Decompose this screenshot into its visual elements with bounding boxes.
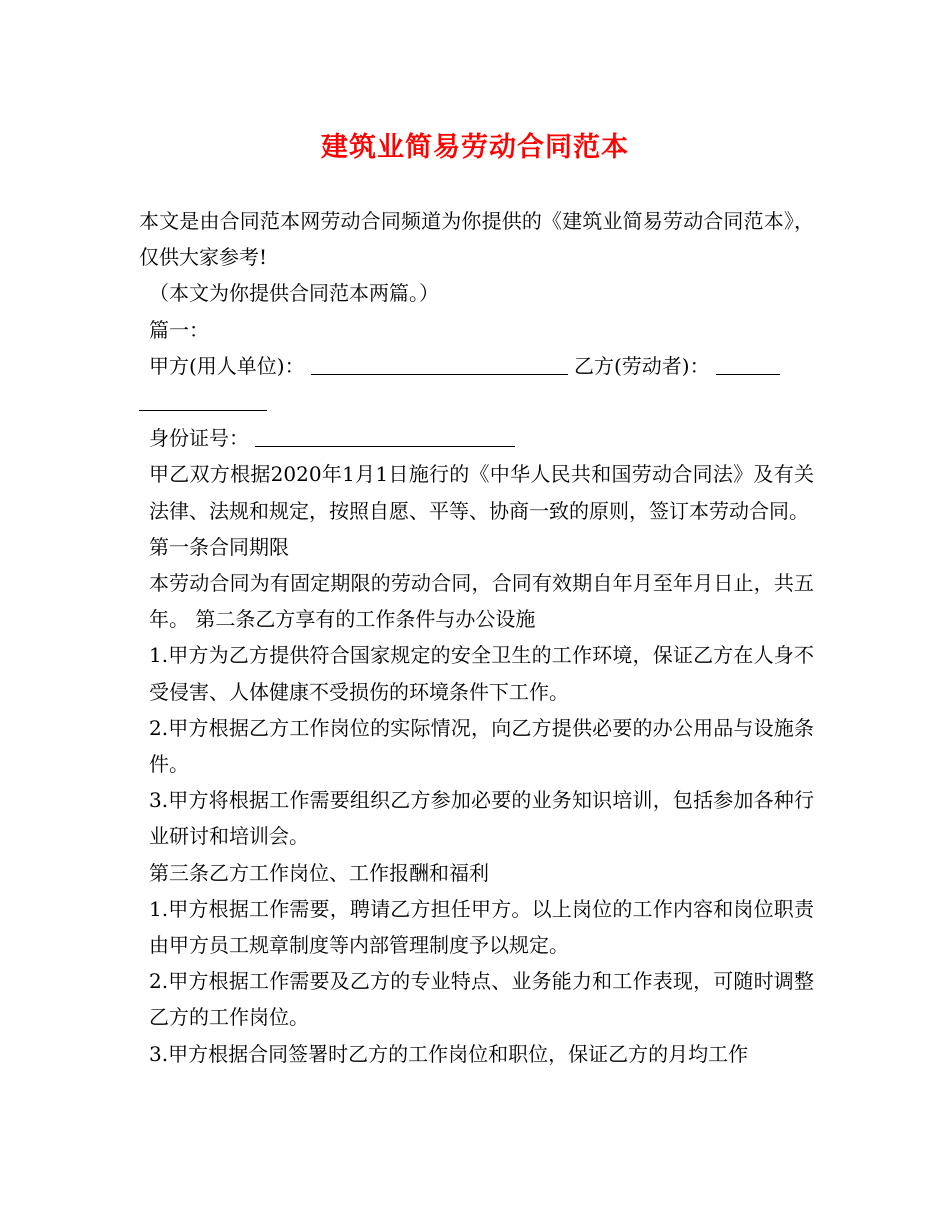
article-3-item-1: 1.甲方根据工作需要，聘请乙方担任甲方。以上岗位的工作内容和岗位职责由甲方员工规章制度等内部管理制度予以规定。 xyxy=(149,896,814,958)
article-2-item-2: 2.甲方根据乙方工作岗位的实际情况，向乙方提供必要的办公用品与设施条件。 xyxy=(149,715,814,777)
party-b-blank-cont xyxy=(139,388,267,411)
id-label: 身份证号： xyxy=(149,426,249,451)
note-paragraph: （本文为你提供合同范本两篇。） xyxy=(149,281,439,306)
article-3-heading: 第三条乙方工作岗位、工作报酬和福利 xyxy=(149,860,489,885)
article-2-item-1: 1.甲方为乙方提供符合国家规定的安全卫生的工作环境，保证乙方在人身不受侵害、人体健康不受损伤的环境条件下工作。 xyxy=(149,643,814,704)
article-3-item-3: 3.甲方根据合同签署时乙方的工作岗位和职位，保证乙方的月均工作 xyxy=(149,1041,749,1066)
intro-paragraph: 本文是由合同范本网劳动合同频道为你提供的《建筑业简易劳动合同范本》，仅供大家参考! xyxy=(139,209,814,270)
paragraph-preamble: 甲乙双方根据2020年1月1日施行的《中华人民共和国劳动合同法》及有关法律、法规和规定，按照自愿、平等、协商一致的原则，签订本劳动合同。 xyxy=(149,462,814,523)
document-title: 建筑业简易劳动合同范本 xyxy=(321,132,629,163)
article-1-text: 本劳动合同为有固定期限的劳动合同，合同有效期自年月至年月日止，共五年。 第二条乙方享有的工作条件与办公设施 xyxy=(149,571,814,632)
document-body xyxy=(139,203,814,1072)
party-b-blank xyxy=(716,352,780,375)
id-blank xyxy=(255,424,515,447)
party-b-label: 乙方(劳动者)： xyxy=(573,353,710,378)
parties-line xyxy=(139,348,814,384)
article-1-heading: 第一条合同期限 xyxy=(149,534,289,559)
party-a-blank xyxy=(311,352,568,375)
id-line xyxy=(139,420,814,456)
article-2-item-3: 3.甲方将根据工作需要组织乙方参加必要的业务知识培训，包括参加各种行业研讨和培训会。 xyxy=(149,788,814,849)
party-a-label: 甲方(用人单位)： xyxy=(149,353,305,378)
article-3-item-2: 2.甲方根据工作需要及乙方的专业特点、业务能力和工作表现，可随时调整乙方的工作岗位。 xyxy=(149,969,814,1030)
party-b-blank-continued xyxy=(139,384,814,420)
section-label: 篇一： xyxy=(149,317,209,342)
